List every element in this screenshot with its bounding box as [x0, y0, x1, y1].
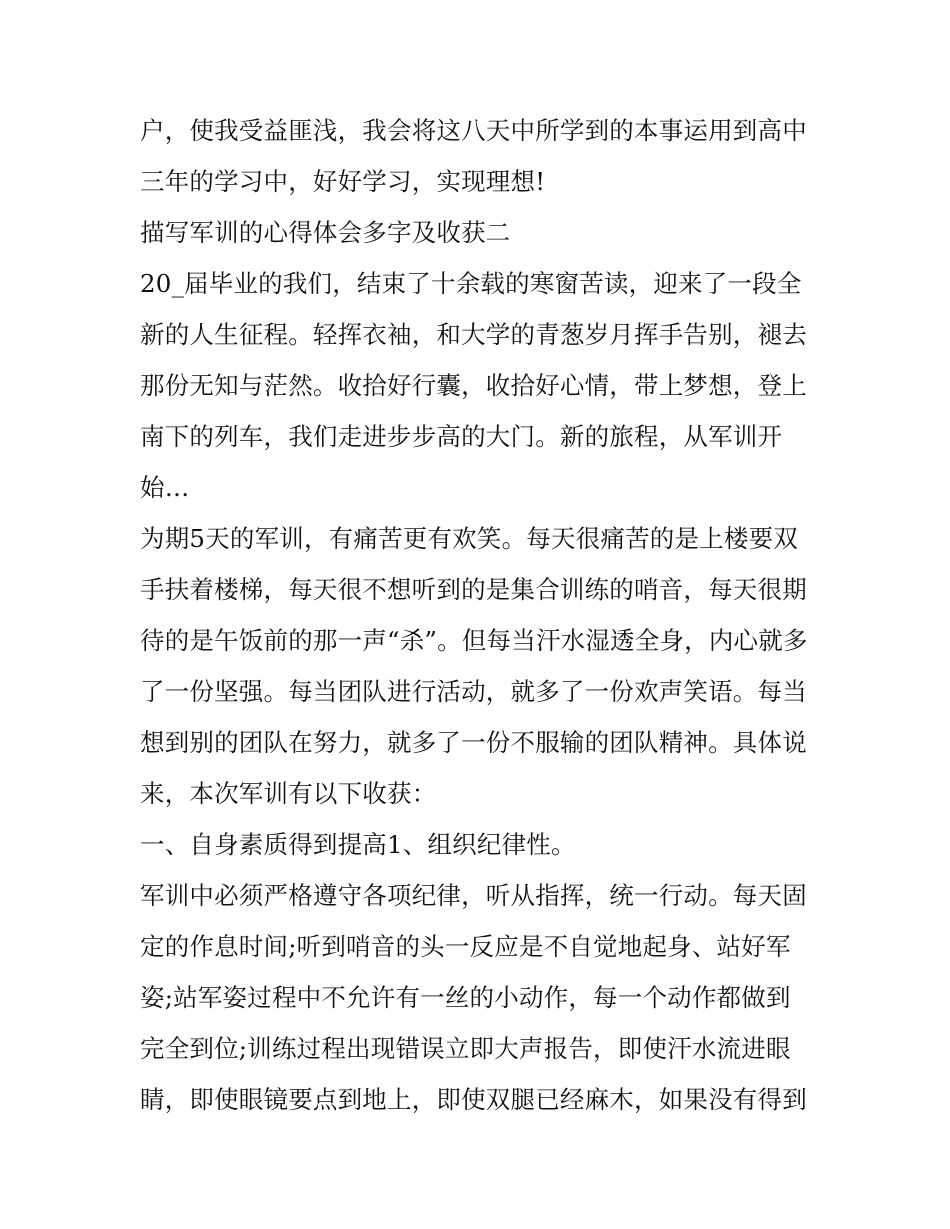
text-line: 户，使我受益匪浅，我会将这八天中所学到的本事运用到高中 [140, 116, 807, 145]
text-line: 想到别的团队在努力，就多了一份不服输的团队精神。具体说 [140, 728, 807, 757]
text-line: 为期5天的军训，有痛苦更有欢笑。每天很痛苦的是上楼要双 [140, 524, 798, 553]
text-line: 睛，即使眼镜要点到地上，即使双腿已经麻木，如果没有得到 [140, 1085, 807, 1114]
section-heading: 描写军训的心得体会多字及收获二 [140, 218, 511, 247]
text-line: 定的作息时间;听到哨音的头一反应是不自觉地起身、站好军 [140, 932, 791, 961]
text-line: 南下的列车，我们走进步步高的大门。新的旅程，从军训开 [140, 422, 783, 451]
text-line: 20_届毕业的我们，结束了十余载的寒窗苦读，迎来了一段全 [140, 269, 802, 298]
text-line: 姿;站军姿过程中不允许有一丝的小动作，每一个动作都做到 [140, 983, 791, 1012]
text-line: 待的是午饭前的那一声“杀”。但每当汗水湿透全身，内心就多 [140, 626, 808, 655]
text-line: 新的人生征程。轻挥衣袖，和大学的青葱岁月挥手告别，褪去 [140, 320, 807, 349]
text-line: 来，本次军训有以下收获： [140, 779, 437, 808]
subsection-heading: 一、自身素质得到提高1、组织纪律性。 [140, 830, 576, 859]
text-line: 完全到位;训练过程出现错误立即大声报告，即使汗水流进眼 [140, 1034, 791, 1063]
document-body [140, 105, 820, 1125]
text-line: 了一份坚强。每当团队进行活动，就多了一份欢声笑语。每当 [140, 677, 807, 706]
text-line: 三年的学习中，好好学习，实现理想! [140, 167, 546, 196]
text-line: 军训中必须严格遵守各项纪律，听从指挥，统一行动。每天固 [140, 881, 807, 910]
text-line: 始… [140, 473, 190, 502]
text-line: 那份无知与茫然。收拾好行囊，收拾好心情，带上梦想，登上 [140, 371, 807, 400]
text-line: 手扶着楼梯，每天很不想听到的是集合训练的哨音，每天很期 [140, 575, 807, 604]
